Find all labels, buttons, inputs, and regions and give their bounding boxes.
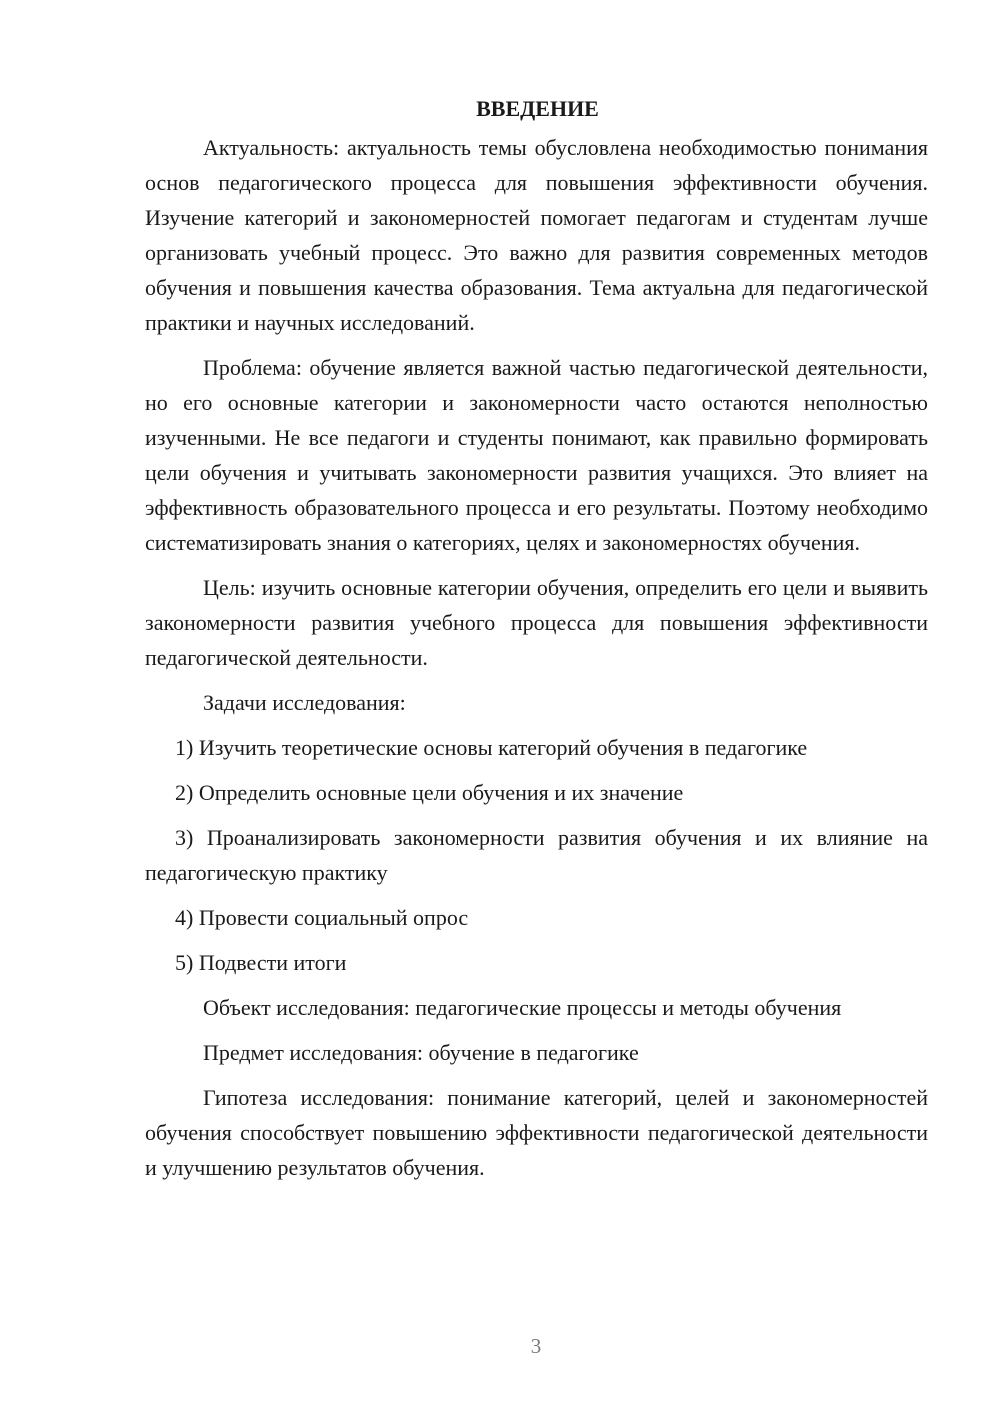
task-item-5: 5) Подвести итоги — [175, 950, 347, 975]
subject-paragraph: Предмет исследования: обучение в педагогике — [203, 1040, 639, 1065]
tasks-list — [145, 730, 928, 980]
object-paragraph: Объект исследования: педагогические процессы и методы обучения — [203, 995, 842, 1020]
goal-paragraph: Цель: изучить основные категории обучения, определить его цели и выявить закономерности развития учебного процесса для повышения эффективности педагогической деятельности. — [145, 575, 928, 670]
relevance-paragraph: Актуальность: актуальность темы обусловлена необходимостью понимания основ педагогического процесса для повышения эффективности обучения. Изучение категорий и закономерностей помогает педагогам и студентам лучше организовать учебный процесс. Это важно для развития современных методов обучения и повышения качества образования. Тема актуальна для педагогической практики и научных исследований. — [145, 135, 928, 335]
problem-paragraph: Проблема: обучение является важной частью педагогической деятельности, но его основные категории и закономерности часто остаются неполностью изученными. Не все педагоги и студенты понимают, как правильно формировать цели обучения и учитывать закономерности развития учащихся. Это влияет на эффективность образовательного процесса и его результаты. Поэтому необходимо систематизировать знания о категориях, целях и закономерностях обучения. — [145, 355, 928, 555]
task-item-3: 3) Проанализировать закономерности развития обучения и их влияние на педагогическую практику — [145, 825, 928, 885]
task-item-1: 1) Изучить теоретические основы категорий обучения в педагогике — [175, 735, 808, 760]
page-number: 3 — [530, 1334, 542, 1358]
tasks-heading: Задачи исследования: — [203, 690, 406, 715]
task-item-4: 4) Провести социальный опрос — [175, 905, 469, 930]
task-item-2: 2) Определить основные цели обучения и их значение — [175, 780, 684, 805]
section-title: ВВЕДЕНИЕ — [476, 96, 599, 121]
hypothesis-paragraph: Гипотеза исследования: понимание категорий, целей и закономерностей обучения способствует повышению эффективности педагогической деятельности и улучшению результатов обучения. — [145, 1085, 928, 1180]
document-page — [145, 94, 928, 1185]
